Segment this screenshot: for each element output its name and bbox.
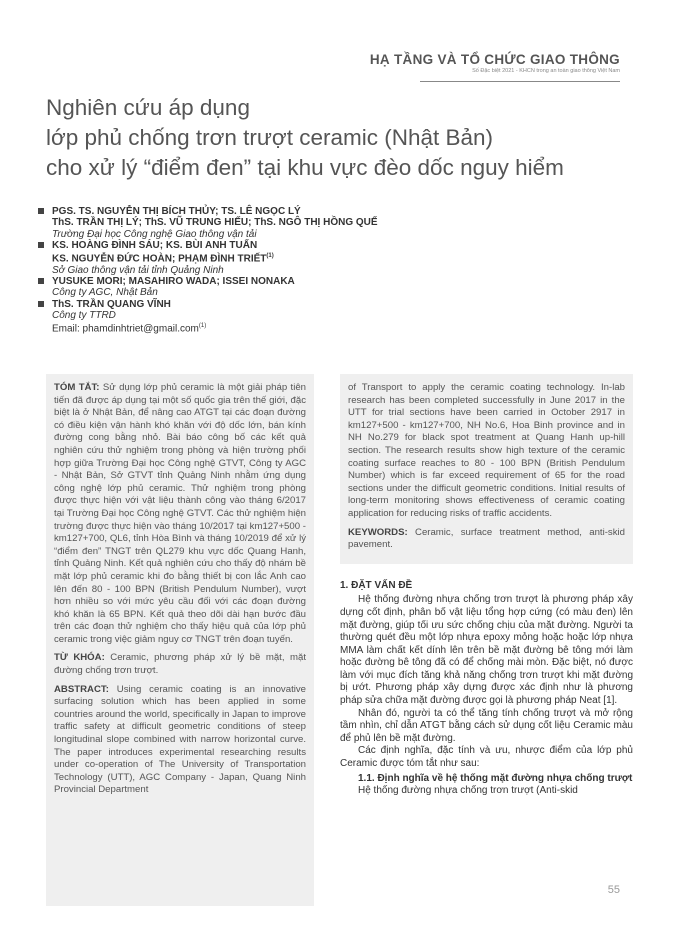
author-affiliation: Công ty TTRD	[52, 310, 116, 321]
abstract-en-text: Using ceramic coating is an innovative surfacing solution which has been applied in some countries around the world, specifically in Japan to improve traffic safety at difficult geometric conditions of steep longitudinal slope combined with narrow horizontal curve. The paper introduces experimental researching results under co-operation of The University of Transportation Technology (UTT), AGC Company - Japan, Quang Ninh Provincial Department	[54, 683, 306, 796]
keywords-en-label: KEYWORDS:	[348, 526, 408, 538]
author-email	[52, 321, 638, 335]
keywords-vi-text: Ceramic, phương pháp xử lý bề mặt, mặt đường chống trơn trượt.	[54, 652, 306, 677]
author-affiliation: Sở Giao thông vận tải tỉnh Quảng Ninh	[52, 264, 224, 276]
keywords-vi	[54, 652, 306, 677]
keywords-vi-label: TỪ KHÓA:	[54, 652, 105, 664]
bullet-square-icon	[38, 208, 44, 214]
author-footnote-mark: (1)	[266, 253, 274, 260]
abstract-box	[46, 374, 314, 906]
section-title: HẠ TẦNG VÀ TỔ CHỨC GIAO THÔNG	[369, 52, 620, 67]
author-affiliation: Trường Đại học Công nghệ Giao thông vận tải	[52, 228, 257, 240]
author-group-3	[38, 276, 638, 299]
section-heading: 1. ĐẶT VẤN ĐỀ	[340, 579, 413, 591]
abstract-en-continued: of Transport to apply the ceramic coating technology. In-lab research has been completed successfully in June 2017 in the UTT for trial sections have been carried in October 2917 in km127+500 - km127+700, NH No.6, Hoa Binh province and in NH No.279 for black spot treatment at Quang Hanh up-hill section. The research results show high texture of the ceramic coating surface reaches to 80 - 100 BPN (British Pendulum Number) which is far exceed requirement of 65 for the road sections under the difficult geometric conditions. Initial results of long-term monitoring shows effectiveness of ceramic coating application for reducing risks of traffic accidents.	[348, 382, 625, 519]
subsection-heading: 1.1. Định nghĩa về hệ thống mặt đường nhựa chống trượt	[358, 772, 633, 784]
abstract-en	[54, 684, 306, 797]
bullet-square-icon	[38, 278, 44, 284]
abstract-vi	[54, 382, 306, 646]
body-paragraph: Nhân đó, người ta có thể tăng tính chống trượt và mở rộng tầm nhìn, chỉ dẫn ATGT bằng cách sử dụng cốt liệu Ceramic màu để phủ lên bề mặt đường.	[340, 707, 633, 744]
author-names	[52, 251, 638, 265]
abstract-continued-box	[340, 374, 633, 564]
bullet-square-icon	[38, 301, 44, 307]
email-footnote-mark: (1)	[198, 323, 207, 330]
abstract-vi-text: Sử dụng lớp phủ ceramic là một giải pháp tiên tiến đã được áp dụng tại một số quốc gia trên thế giới, đặc biệt là ở Nhật Bản, để nâng cao ATGT tại các đoạn đường có điều kiện vận hành khó khăn với độ dốc lớn, bán kính đường cong bằng nhỏ. Bài báo công bố các kết quả nghiên cứu thử nghiệm trong phòng và hiện trường phối hợp giữa Trường Đại học Công nghệ GTVT, Công ty AGC - Nhật Bản, Sở GTVT tỉnh Quảng Ninh nhằm ứng dụng công nghệ lớp phủ ceramic. Thử nghiệm trong phòng được thực hiện với vật liệu thành công vào tháng 6/2017 tại Trường Đại học Công nghệ GTVT. Các thử nghiệm hiện trường được thực hiện vào tháng 10/2017 tại km127+500 - km127+700, QL6, tỉnh Hòa Bình và tháng 10/2019 để xử lý “điểm đen” TNGT trên QL279 khu vực dốc Quang Hanh, tỉnh Quảng Ninh. Kết quả nghiên cứu cho thấy độ nhám bề mặt lớp phủ ceramic khi đo bằng thiết bị con lắc Anh cao lên đến 80 - 100 BPN (British Pendulum Number), vượt hơn nhiều so với mức yêu cầu đối với các đoạn đường khó khăn là 65 BPN. Kết quả theo dõi dài hạn bước đầu trên các đoạn thử nghiệm cho thấy hiệu quả của lớp phủ ceramic trong việc giảm nguy cơ TNGT trên đoạn tuyến.	[54, 382, 306, 645]
header-rule	[420, 81, 620, 82]
title-line: lớp phủ chống trơn trượt ceramic (Nhật Bản)	[46, 125, 494, 150]
author-names: YUSUKE MORI; MASAHIRO WADA; ISSEI NONAKA	[52, 276, 295, 288]
title-line: cho xử lý “điểm đen” tại khu vực đèo dốc nguy hiểm	[46, 155, 564, 180]
abstract-en-label: ABSTRACT:	[54, 683, 109, 695]
title-line: Nghiên cứu áp dụng	[46, 95, 250, 120]
article-title	[46, 93, 636, 183]
right-column	[340, 374, 633, 798]
email-text: Email: phamdinhtriet@gmail.com	[52, 323, 199, 335]
keywords-en	[348, 527, 625, 552]
running-header	[370, 52, 620, 74]
author-group-1	[38, 206, 638, 240]
body-paragraph: Hệ thống đường nhựa chống trơn trượt là phương pháp xây dựng cốt định, phân bố vật liệu tổng hợp cứng (có màu đen) lên mặt đường, giúp tối ưu sức chống chịu của mặt đường. Người ta thường quét đều một lớp nhựa epoxy mỏng hoặc hoặc lớp nhựa MMA làm chất kết dính lên trên bề mặt đường bê tông mới làm hoặc đường bê tông đã có để chống mài mòn. Đặc biệt, nó được làm với mục đích tăng khả năng chống trơn trượt khi mặt đường bị ướt. Phương pháp xây dựng được xác định như là phương pháp sửa chữa mặt đường được gọi là phương pháp Neat [1].	[340, 594, 633, 707]
author-group-4	[38, 299, 638, 335]
bullet-square-icon	[38, 242, 44, 248]
keywords-en-text: Ceramic, surface treatment method, anti-skid pavement.	[348, 526, 625, 551]
abstract-vi-label: TÓM TẮT:	[54, 382, 100, 393]
author-group-2	[38, 240, 638, 276]
body-paragraph: Hệ thống đường nhựa chống trơn trượt (Anti-skid	[358, 785, 578, 797]
author-names: ThS. TRẦN THỊ LÝ; ThS. VŨ TRUNG HIẾU; ThS. NGÔ THỊ HỒNG QUẾ	[52, 217, 378, 229]
author-list	[38, 206, 638, 335]
author-names: KS. HOÀNG ĐÌNH SÁU; KS. BÙI ANH TUẤN	[52, 239, 258, 251]
author-affiliation: Công ty AGC, Nhật Bản	[52, 287, 158, 299]
page-number: 55	[607, 884, 620, 896]
body-paragraph: Các định nghĩa, đặc tính và ưu, nhược điểm của lớp phủ Ceramic được tóm tắt như sau:	[340, 745, 633, 770]
author-names-text: KS. NGUYỄN ĐỨC HOÀN; PHẠM ĐÌNH TRIẾT	[52, 253, 267, 265]
article-body	[340, 580, 633, 798]
issue-subtitle: Số Đặc biệt 2021 - KHCN trong an toàn giao thông Việt Nam	[472, 68, 620, 74]
author-names: PGS. TS. NGUYỄN THỊ BÍCH THỦY; TS. LÊ NGỌC LÝ	[52, 206, 301, 217]
author-names: ThS. TRẦN QUANG VĨNH	[52, 298, 171, 310]
